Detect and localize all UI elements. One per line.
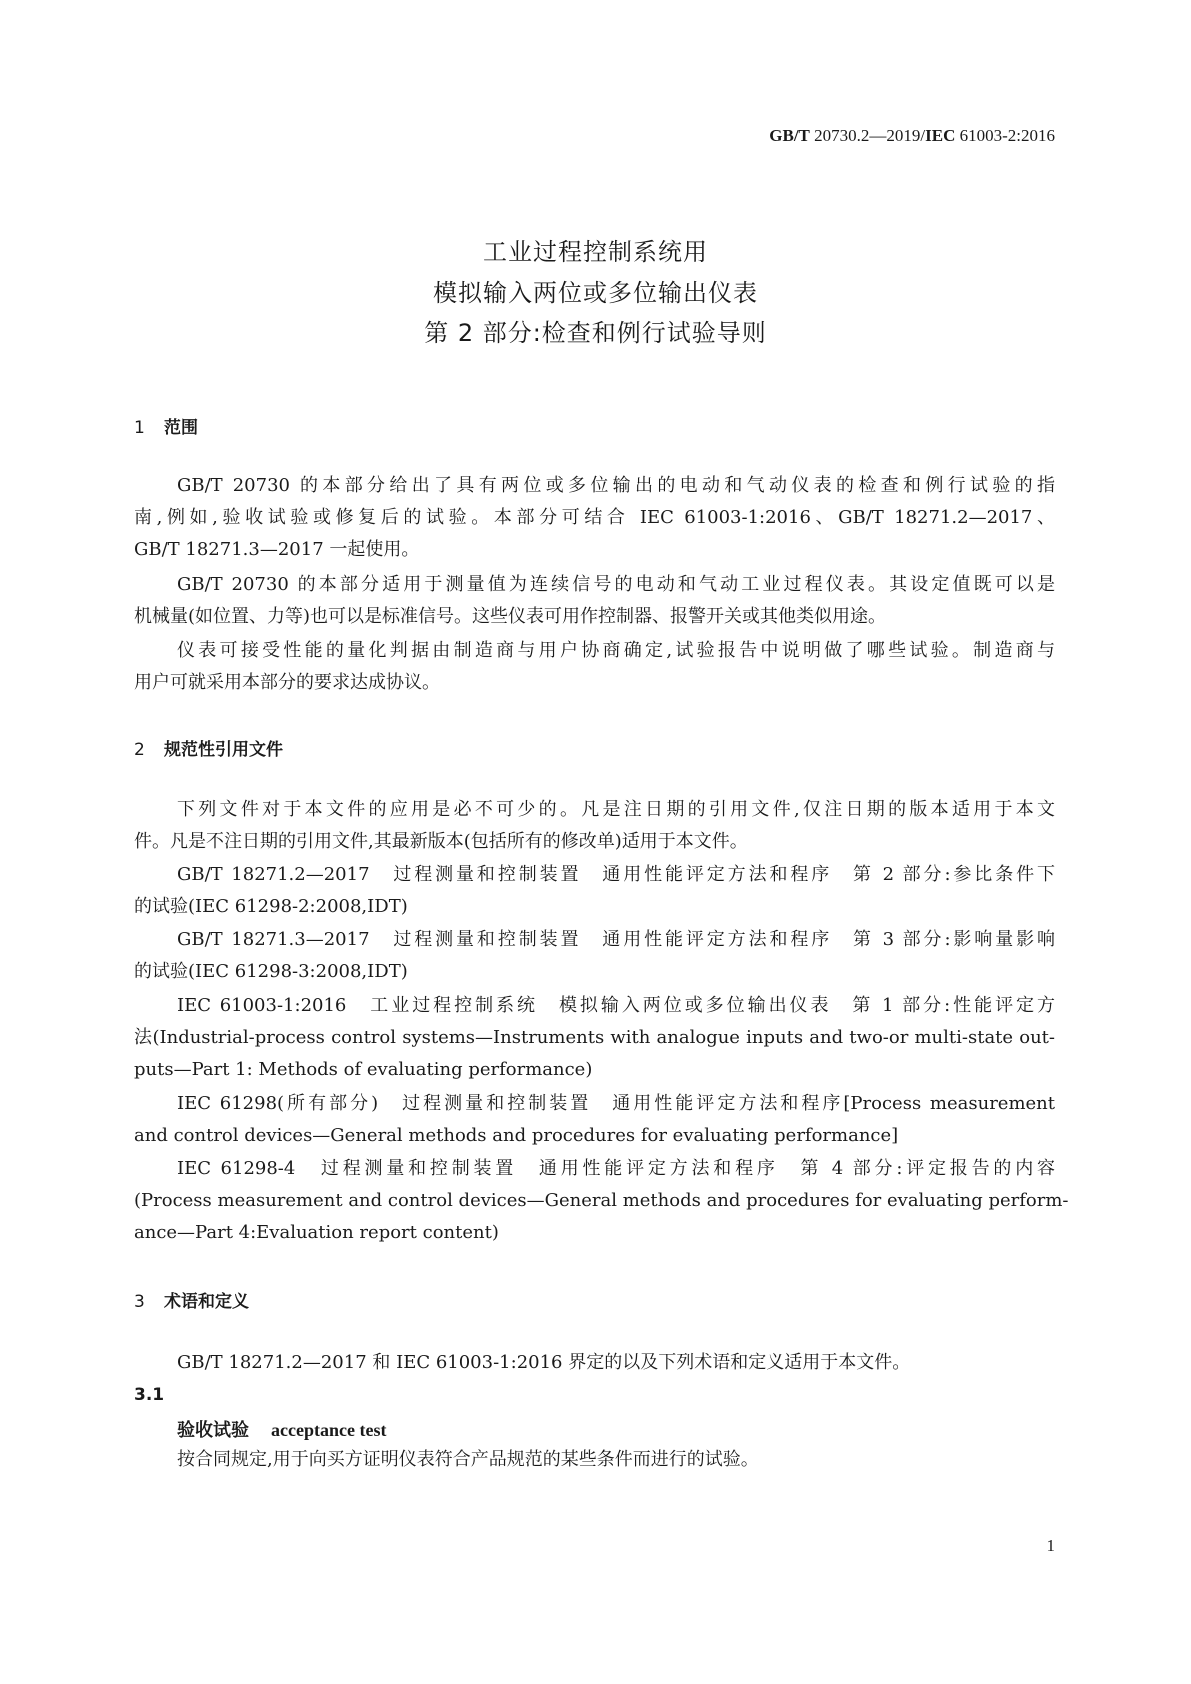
reference-line: (Process measurement and control devices—General methods and procedures for evaluating perform-: [134, 1190, 1069, 1211]
reference-line: 法(Industrial-process control systems—Instruments with analogue inputs and two-or multi-state out-: [134, 1027, 1055, 1048]
text-line: 南,例如,验收试验或修复后的试验。本部分可结合 IEC 61003-1:2016、GB/T 18271.2—2017、: [134, 507, 1055, 528]
reference-line: GB/T 18271.3—2017 过程测量和控制装置 通用性能评定方法和程序 第 3 部分:影响量影响: [177, 929, 1055, 950]
text-line: 机械量(如位置、力等)也可以是标准信号。这些仪表可用作控制器、报警开关或其他类似用途。: [134, 606, 887, 627]
text-line: 件。凡是不注日期的引用文件,其最新版本(包括所有的修改单)适用于本文件。: [134, 831, 748, 852]
text-line: GB/T 20730 的本部分适用于测量值为连续信号的电动和气动工业过程仪表。其设定值既可以是: [177, 574, 1055, 595]
reference-line: puts—Part 1: Methods of evaluating performance): [134, 1059, 593, 1080]
section-heading-normative-references: 2 规范性引用文件: [134, 740, 283, 760]
text-line: GB/T 20730 的本部分给出了具有两位或多位输出的电动和气动仪表的检查和例行试验的指: [177, 475, 1055, 496]
reference-line: 的试验(IEC 61298-3:2008,IDT): [134, 961, 408, 982]
reference-line: GB/T 18271.2—2017 过程测量和控制装置 通用性能评定方法和程序 第 2 部分:参比条件下: [177, 864, 1055, 885]
term-definition: 按合同规定,用于向买方证明仪表符合产品规范的某些条件而进行的试验。: [177, 1449, 759, 1470]
text-line: GB/T 18271.2—2017 和 IEC 61003-1:2016 界定的以及下列术语和定义适用于本文件。: [177, 1352, 911, 1373]
title-line-3: 第 2 部分:检查和例行试验导则: [424, 319, 767, 347]
clause-number: 3.1: [134, 1385, 165, 1405]
text-line: 仪表可接受性能的量化判据由制造商与用户协商确定,试验报告中说明做了哪些试验。制造商与: [177, 640, 1055, 661]
reference-line: IEC 61298-4 过程测量和控制装置 通用性能评定方法和程序 第 4 部分:评定报告的内容: [177, 1158, 1055, 1179]
title-line-1: 工业过程控制系统用: [483, 238, 708, 266]
reference-line: 的试验(IEC 61298-2:2008,IDT): [134, 896, 408, 917]
reference-line: IEC 61003-1:2016 工业过程控制系统 模拟输入两位或多位输出仪表 第 1 部分:性能评定方: [177, 995, 1055, 1016]
reference-line: ance—Part 4:Evaluation report content): [134, 1222, 499, 1243]
text-line: GB/T 18271.3—2017 一起使用。: [134, 539, 420, 560]
text-line: 用户可就采用本部分的要求达成协议。: [134, 672, 440, 693]
term-entry: [177, 1416, 386, 1442]
title-line-2: 模拟输入两位或多位输出仪表: [433, 279, 758, 307]
section-heading-scope: 1 范围: [134, 418, 198, 438]
reference-line: and control devices—General methods and procedures for evaluating performance]: [134, 1125, 899, 1146]
standard-code-header: GB/T 20730.2—2019/IEC 61003-2:2016: [769, 126, 1055, 145]
reference-line: IEC 61298(所有部分) 过程测量和控制装置 通用性能评定方法和程序[Process measurement: [177, 1093, 1055, 1114]
term-chinese: 验收试验: [177, 1420, 249, 1441]
term-english: acceptance test: [271, 1420, 387, 1440]
section-heading-terms: 3 术语和定义: [134, 1292, 249, 1312]
page-number: 1: [1046, 1536, 1055, 1555]
text-line: 下列文件对于本文件的应用是必不可少的。凡是注日期的引用文件,仅注日期的版本适用于本文: [177, 799, 1055, 820]
